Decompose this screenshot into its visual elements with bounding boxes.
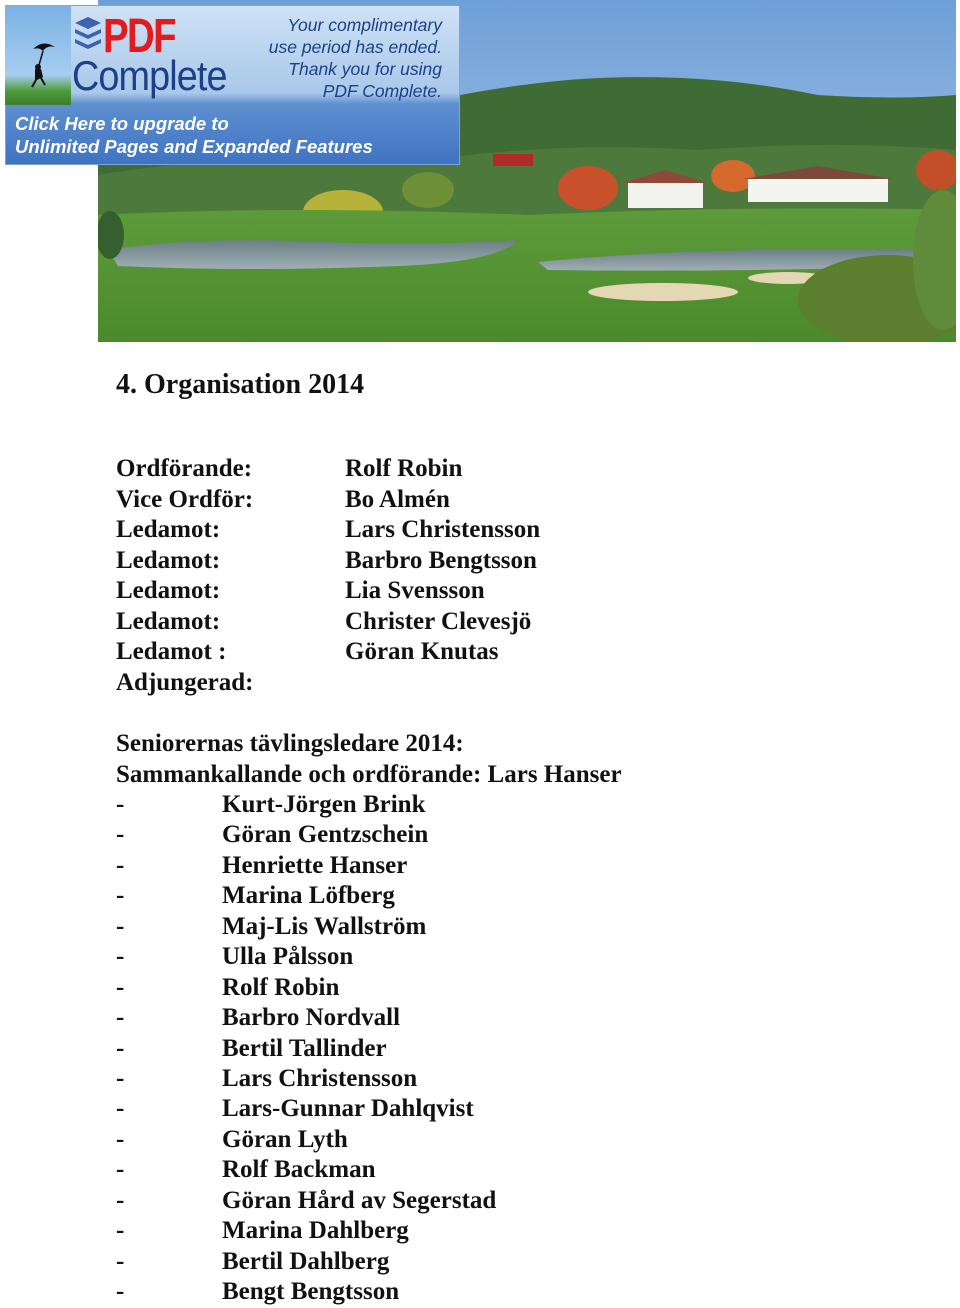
- section-heading: Seniorernas tävlingsledare 2014:: [116, 730, 464, 757]
- member-name: Marina Dahlberg: [222, 1217, 409, 1245]
- message-line: Your complimentary: [287, 15, 442, 35]
- role-label: Ordförande:: [116, 455, 253, 482]
- member-name: Barbro Bengtsson: [345, 546, 537, 574]
- role-label: Ledamot:: [116, 546, 221, 574]
- board-roster: [116, 454, 540, 698]
- upgrade-banner[interactable]: [5, 5, 460, 165]
- roster-row: [116, 576, 540, 607]
- list-dash: -: [116, 1004, 125, 1032]
- list-item: [116, 1003, 496, 1033]
- member-name: Göran Lyth: [222, 1125, 348, 1153]
- list-dash: -: [116, 882, 125, 910]
- list-dash: -: [116, 973, 125, 1001]
- parachute-jumper-image: [5, 5, 71, 105]
- member-name: Lars Christensson: [345, 516, 541, 543]
- list-dash: -: [116, 912, 125, 940]
- list-dash: -: [116, 1034, 125, 1062]
- message-line: use period has ended.: [268, 37, 442, 57]
- list-dash: -: [116, 943, 125, 971]
- member-name: Bengt Bengtsson: [222, 1278, 400, 1305]
- member-name: Rolf Backman: [222, 1156, 376, 1184]
- list-dash: -: [116, 1247, 125, 1275]
- list-item: [116, 820, 496, 850]
- role-label: Ledamot:: [116, 607, 221, 635]
- member-name: Henriette Hanser: [222, 851, 408, 879]
- list-item: [116, 1155, 496, 1185]
- list-item: [116, 790, 496, 820]
- list-item: [116, 1186, 496, 1216]
- member-name: Kurt-Jörgen Brink: [222, 791, 426, 818]
- upgrade-link[interactable]: [15, 112, 373, 158]
- list-dash: -: [116, 821, 125, 849]
- member-name: Rolf Robin: [345, 455, 463, 482]
- list-item: [116, 942, 496, 972]
- roster-row: [116, 485, 540, 516]
- roster-row: [116, 668, 540, 699]
- member-name: Lars Christensson: [222, 1064, 418, 1092]
- list-item: [116, 1094, 496, 1124]
- message-line: PDF Complete.: [322, 81, 442, 101]
- role-label: Ledamot:: [116, 516, 221, 543]
- member-name: Göran Hård av Segerstad: [222, 1186, 497, 1214]
- role-label: Adjungerad:: [116, 668, 254, 696]
- list-dash: -: [116, 1095, 125, 1123]
- roster-row: [116, 546, 540, 577]
- member-name: Christer Clevesjö: [345, 607, 532, 635]
- role-label: Vice Ordför:: [116, 485, 254, 513]
- role-label: Ledamot :: [116, 638, 227, 665]
- member-name: Bertil Dahlberg: [222, 1247, 390, 1275]
- layers-logo-icon: [73, 15, 103, 49]
- member-name: Göran Knutas: [345, 638, 499, 665]
- list-dash: -: [116, 851, 125, 879]
- roster-row: [116, 637, 540, 668]
- upgrade-link-line[interactable]: Unlimited Pages and Expanded Features: [15, 136, 373, 157]
- member-name: Maj-Lis Wallström: [222, 912, 427, 940]
- member-name: Rolf Robin: [222, 973, 340, 1001]
- parachute-icon: [5, 5, 71, 105]
- list-dash: -: [116, 1217, 125, 1245]
- member-name: Ulla Pålsson: [222, 943, 354, 971]
- member-name: Lia Svensson: [345, 577, 485, 604]
- member-name: Bertil Tallinder: [222, 1034, 387, 1062]
- list-item: [116, 1064, 496, 1094]
- list-item: [116, 1247, 496, 1277]
- list-item: [116, 1034, 496, 1064]
- member-name: Göran Gentzschein: [222, 821, 429, 849]
- convener-line: Sammankallande och ordförande: Lars Hanser: [116, 761, 622, 788]
- list-dash: -: [116, 791, 125, 818]
- list-item: [116, 912, 496, 942]
- list-item: [116, 1277, 496, 1307]
- list-dash: -: [116, 1156, 125, 1184]
- member-name: Marina Löfberg: [222, 882, 395, 910]
- roster-row: [116, 607, 540, 638]
- list-dash: -: [116, 1125, 125, 1153]
- list-item: [116, 881, 496, 911]
- list-dash: -: [116, 1278, 125, 1305]
- member-name: Lars-Gunnar Dahlqvist: [222, 1095, 474, 1123]
- upgrade-link-line[interactable]: Click Here to upgrade to: [15, 113, 229, 134]
- competition-leaders-list: [116, 790, 496, 1307]
- member-name: Barbro Nordvall: [222, 1004, 401, 1032]
- list-dash: -: [116, 1064, 125, 1092]
- brand-pdf-text: PDF: [103, 10, 175, 63]
- list-dash: -: [116, 1186, 125, 1214]
- list-item: [116, 851, 496, 881]
- message-line: Thank you for using: [288, 59, 442, 79]
- trial-ended-message: [222, 14, 442, 102]
- page-title: 4. Organisation 2014: [116, 369, 365, 400]
- list-item: [116, 1125, 496, 1155]
- list-item: [116, 973, 496, 1003]
- role-label: Ledamot:: [116, 577, 221, 604]
- roster-row: [116, 515, 540, 546]
- member-name: Bo Almén: [345, 485, 450, 513]
- list-item: [116, 1216, 496, 1246]
- roster-row: [116, 454, 540, 485]
- brand-complete-text: Complete: [72, 52, 227, 99]
